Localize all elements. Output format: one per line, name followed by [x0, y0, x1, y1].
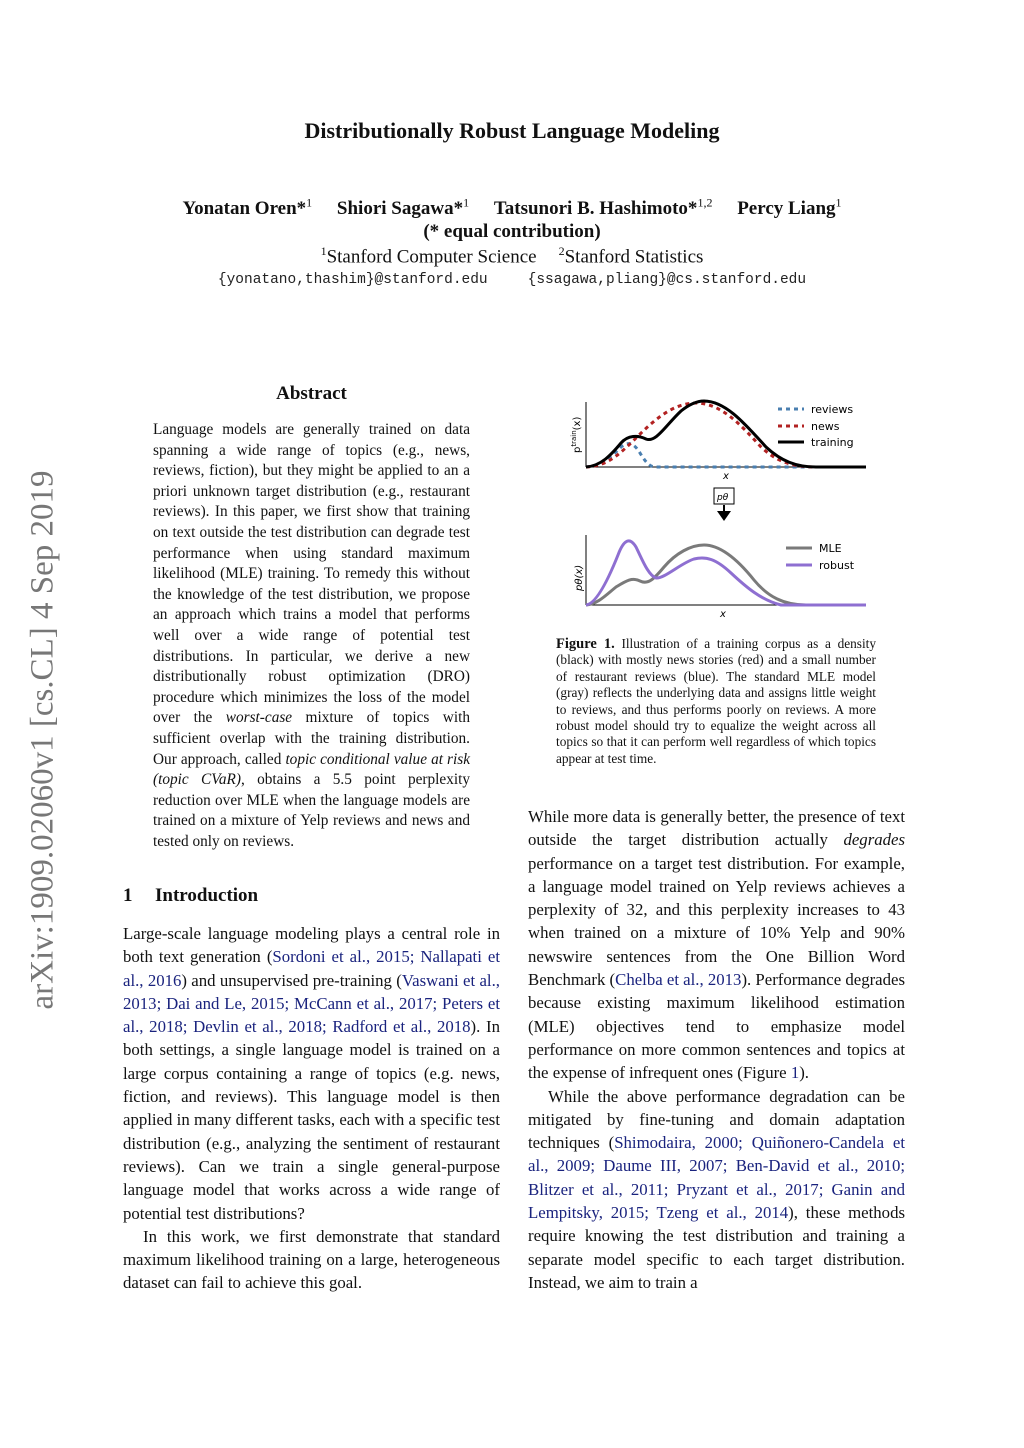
paragraph: In this work, we first demonstrate that standard maximum likelihood training on a large, heterogeneous dataset can fail to achieve this goal.: [123, 1226, 500, 1293]
author: Yonatan Oren*$^1$: [182, 196, 313, 220]
top-x-axis-label: x: [723, 471, 729, 482]
citation-link[interactable]: Shimodaira, 2000; Quiñonero-Candela et al., 2009; Daume III, 2007; Ben-David et al., 2010; Blitzer et al., 2011; Pryzant et al., 2017; Ganin and Lempitsky, 2015; Tzeng et al., 2014: [528, 1133, 905, 1223]
down-arrow-icon: [717, 511, 731, 521]
figure-caption: Figure 1. Illustration of a training corpus as a density (black) with mostly news stories (red) and a small number of restaurant reviews (blue). The standard MLE model (gray) reflects the underlying data and assigns little weight to reviews, and thus performs poorly on reviews. A more robust model should try to equalize the weight across all topics so that it can perform well regardless of which topics appear at test time.: [556, 636, 877, 766]
legend-training: training: [811, 436, 854, 449]
citation-link[interactable]: Sordoni et al., 2015; Nallapati et al., 2016: [123, 947, 500, 990]
paragraph: While the above performance degradation can be mitigated by fine-tuning and domain adaptation techniques (Shimodaira, 2000; Quiñonero-Candela et al., 2009; Daume III, 2007; Ben-David et al., 2010; Blitzer et al., 2011; Pryzant et al., 2017; Ganin and Lempitsky, 2015; Tzeng et al., 2014), these methods require knowing the test distribution and training a separate model specific to each target distribution. Instead, we aim to train a: [528, 1086, 905, 1292]
author: Percy Liang$^1$: [737, 196, 842, 220]
arxiv-stamp: arXiv:1909.02060v1 [cs.CL] 4 Sep 2019: [24, 470, 61, 1010]
citation-link[interactable]: Vaswani et al., 2013; Dai and Le, 2015; McCann et al., 2017; Peters et al., 2018; Devlin et al., 2018; Radford et al., 2018: [123, 970, 500, 1037]
affiliation: Stanford Statistics: [564, 246, 704, 268]
legend-news: news: [811, 420, 840, 433]
paper-title: Distributionally Robust Language Modeling: [304, 118, 720, 143]
paragraph: While more data is generally better, the presence of text outside the target distribution actually degrades performance on a target test distribution. For example, a language model trained on Yelp reviews achieves a perplexity of 32, and this perplexity increases to 43 when trained on a mixture of 10% Yelp and 90% newswire sentences from the One Billion Word Benchmark (Chelba et al., 2013). Performance degrades because existing maximum likelihood estimation (MLE) objectives tend to emphasize model performance on more common sentences and topics at the expense of infrequent ones (Figure 1).: [528, 807, 905, 1083]
svg-text:pθ: pθ: [717, 493, 729, 503]
email[interactable]: {ssagawa,pliang}@cs.stanford.edu: [527, 272, 807, 288]
section-heading: 1 Introduction: [123, 885, 259, 906]
equal-contribution-note: (* equal contribution): [423, 221, 601, 242]
figure-1: [556, 395, 876, 620]
affiliation: Stanford Computer Science: [326, 246, 537, 268]
bottom-y-axis-label: pθ(x): [574, 564, 585, 591]
intro-left-column: [123, 922, 500, 1295]
author: Tatsunori B. Hashimoto*$^{1,2}$: [493, 196, 713, 220]
intro-right-column: [528, 805, 905, 1294]
legend-robust: robust: [819, 559, 855, 572]
paragraph: Large-scale language modeling plays a central role in both text generation (Sordoni et al., 2015; Nallapati et al., 2016) and unsupervised pre-training (Vaswani et al., 2013; Dai and Le, 2015; McCann et al., 2017; Peters et al., 2018; Devlin et al., 2018; Radford et al., 2018). In both settings, a single language model is trained on a large corpus containing a range of topics (e.g. news, fiction, and reviews). This language model is then applied in many different tasks, each with a specific test distribution (e.g., analyzing the sentiment of restaurant reviews). Can we train a single general-purpose language model that works across a wide range of potential test distributions?: [123, 924, 500, 1223]
figure-ref-link[interactable]: 1: [790, 1063, 800, 1083]
citation-link[interactable]: Chelba et al., 2013: [615, 970, 742, 990]
author: Shiori Sagawa*$^1$: [336, 196, 470, 220]
email[interactable]: {yonatano,thashim}@stanford.edu: [217, 272, 488, 288]
legend-mle: MLE: [819, 542, 842, 555]
affiliations: $^1$Stanford Computer Science $^2$Stanford Statistics: [320, 244, 704, 268]
author-list: [0, 196, 1024, 220]
author-emails: [0, 272, 1024, 288]
top-y-axis-label: $p^{train}(x)$: [570, 416, 583, 453]
abstract-body: Language models are generally trained on data spanning a wide range of topics (e.g., news, reviews, fiction), but they might be applied to an a priori unknown target distribution (e.g., restaurant reviews). In this paper, we first show that training on text outside the test distribution can degrade test performance when using standard maximum likelihood (MLE) training. To remedy this without the knowledge of the test distribution, we propose an approach which trains a model that performs well over a wide range of potential test distributions. In particular, we derive a new distributionally robust optimization (DRO) procedure which minimizes the loss of the model over the worst-case mixture of topics with sufficient overlap with the training distribution. Our approach, called topic conditional value at risk (topic CVaR), obtains a 5.5 point perplexity reduction over MLE when the language models are trained on a mixture of Yelp reviews and news and tested only on reviews.: [153, 421, 470, 850]
abstract-heading: Abstract: [276, 383, 347, 404]
legend-reviews: reviews: [811, 403, 854, 416]
bottom-x-axis-label: x: [720, 609, 726, 620]
